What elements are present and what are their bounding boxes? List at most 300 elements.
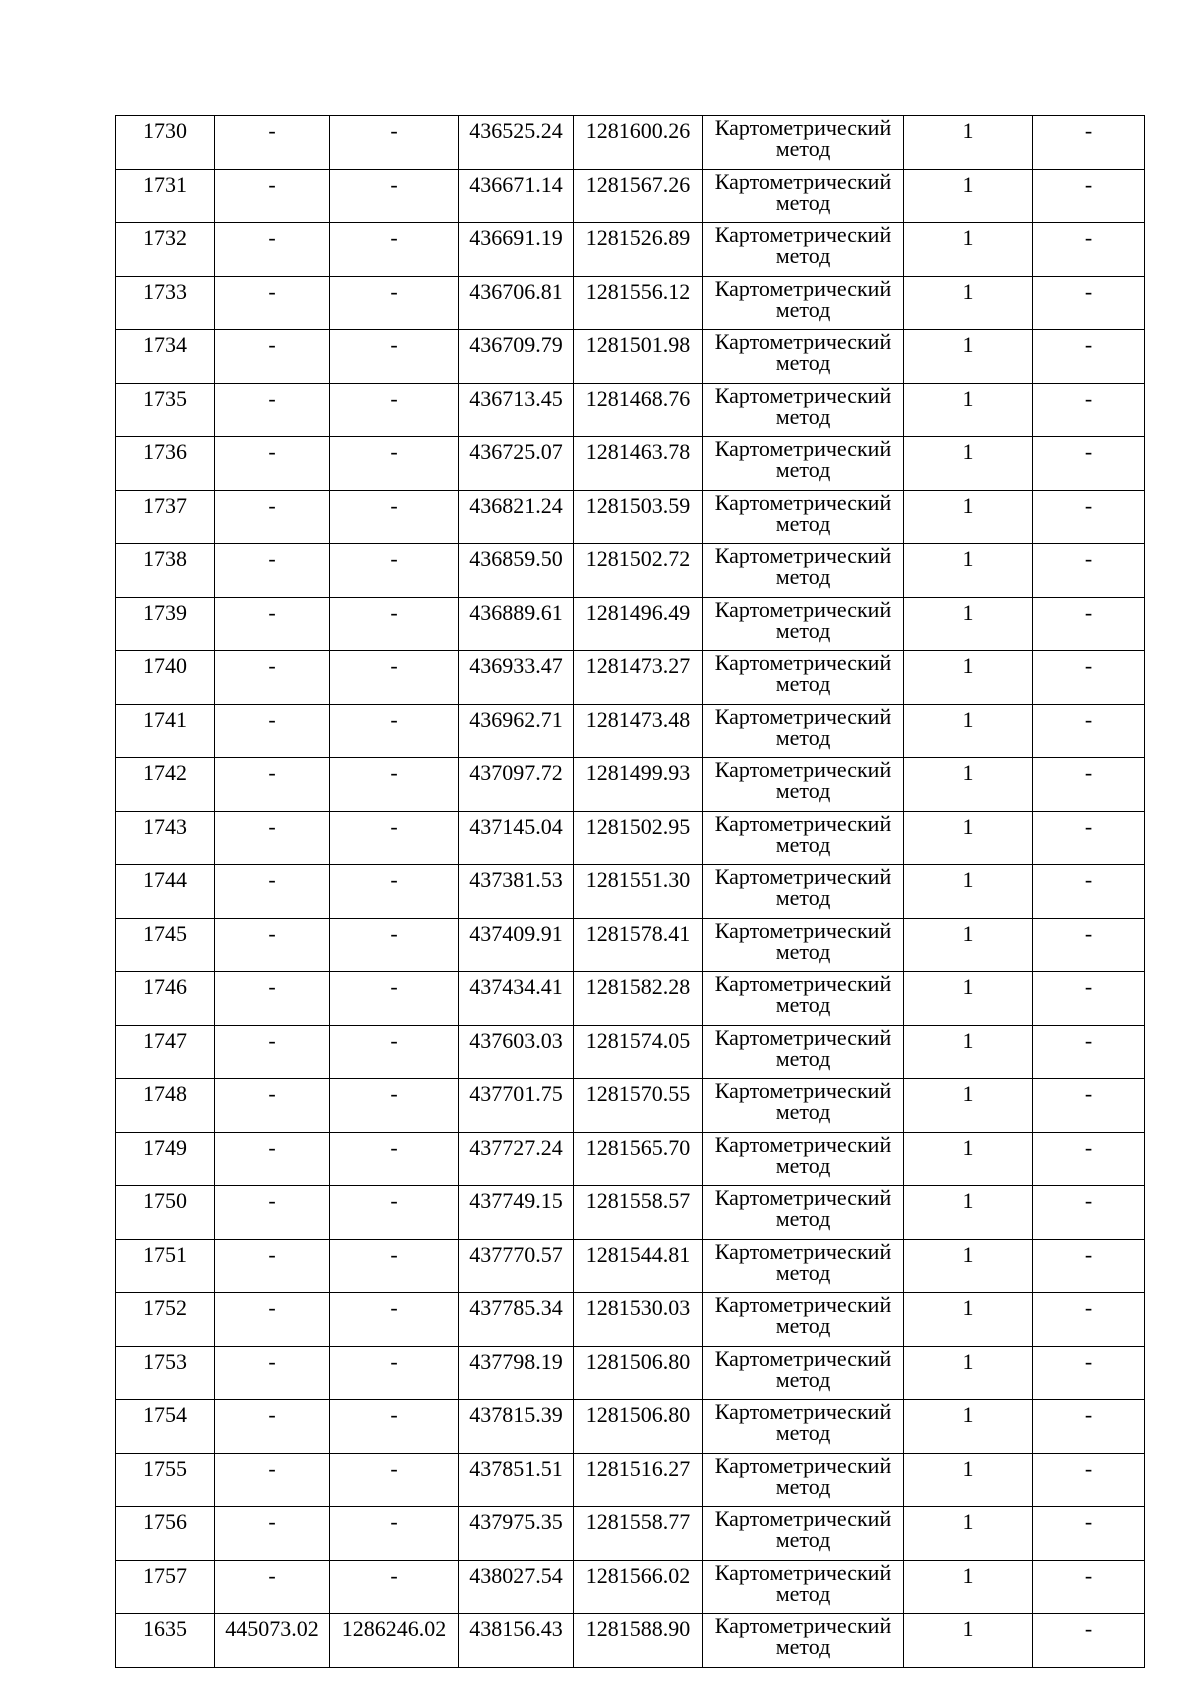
cell-old-x: 445073.02 bbox=[215, 1614, 330, 1668]
cell-old-x: - bbox=[215, 544, 330, 598]
cell-accuracy: 1 bbox=[904, 865, 1033, 919]
table-row bbox=[116, 1132, 1145, 1186]
cell-accuracy: 1 bbox=[904, 597, 1033, 651]
cell-method bbox=[703, 651, 904, 705]
cell-new-y: 1281473.48 bbox=[574, 704, 703, 758]
cell-note: - bbox=[1033, 544, 1145, 598]
cell-method bbox=[703, 437, 904, 491]
cell-accuracy: 1 bbox=[904, 704, 1033, 758]
method-line-1: Картометрический bbox=[714, 490, 892, 515]
table-row bbox=[116, 1614, 1145, 1668]
cell-old-y: - bbox=[330, 169, 459, 223]
cell-point-number: 1739 bbox=[116, 597, 215, 651]
method-line-1: Картометрический bbox=[714, 1025, 892, 1050]
cell-old-x: - bbox=[215, 1453, 330, 1507]
cell-accuracy: 1 bbox=[904, 918, 1033, 972]
cell-point-number: 1737 bbox=[116, 490, 215, 544]
cell-accuracy: 1 bbox=[904, 1400, 1033, 1454]
cell-new-x: 436525.24 bbox=[459, 116, 574, 170]
cell-old-x: - bbox=[215, 1293, 330, 1347]
cell-old-y: - bbox=[330, 1507, 459, 1561]
cell-method bbox=[703, 223, 904, 277]
cell-accuracy: 1 bbox=[904, 276, 1033, 330]
table-row bbox=[116, 597, 1145, 651]
method-line-1: Картометрический bbox=[714, 169, 892, 194]
method-line-1: Картометрический bbox=[714, 1132, 892, 1157]
cell-old-y: - bbox=[330, 1293, 459, 1347]
cell-new-y: 1281502.72 bbox=[574, 544, 703, 598]
method-line-2: метод bbox=[775, 617, 831, 643]
method-line-1: Картометрический bbox=[714, 704, 892, 729]
method-line-1: Картометрический bbox=[714, 115, 892, 140]
cell-old-y: 1286246.02 bbox=[330, 1614, 459, 1668]
method-line-2: метод bbox=[775, 1259, 831, 1285]
cell-old-x: - bbox=[215, 437, 330, 491]
method-line-2: метод bbox=[775, 243, 831, 268]
cell-method bbox=[703, 490, 904, 544]
cell-note: - bbox=[1033, 918, 1145, 972]
cell-old-y: - bbox=[330, 1239, 459, 1293]
method-line-2: метод bbox=[775, 1045, 831, 1071]
cell-old-y: - bbox=[330, 1132, 459, 1186]
table-row bbox=[116, 1453, 1145, 1507]
cell-accuracy: 1 bbox=[904, 651, 1033, 705]
cell-old-y: - bbox=[330, 437, 459, 491]
cell-new-x: 437975.35 bbox=[459, 1507, 574, 1561]
cell-new-x: 436706.81 bbox=[459, 276, 574, 330]
cell-point-number: 1743 bbox=[116, 811, 215, 865]
cell-note: - bbox=[1033, 383, 1145, 437]
cell-old-x: - bbox=[215, 758, 330, 812]
cell-new-y: 1281530.03 bbox=[574, 1293, 703, 1347]
method-line-1: Картометрический bbox=[714, 1239, 892, 1264]
cell-point-number: 1740 bbox=[116, 651, 215, 705]
cell-method bbox=[703, 1239, 904, 1293]
cell-point-number: 1753 bbox=[116, 1346, 215, 1400]
cell-old-y: - bbox=[330, 597, 459, 651]
cell-accuracy: 1 bbox=[904, 1079, 1033, 1133]
cell-old-y: - bbox=[330, 1186, 459, 1240]
cell-old-x: - bbox=[215, 865, 330, 919]
cell-new-x: 436691.19 bbox=[459, 223, 574, 277]
cell-old-y: - bbox=[330, 490, 459, 544]
method-line-2: метод bbox=[775, 992, 831, 1017]
cell-accuracy: 1 bbox=[904, 1453, 1033, 1507]
cell-old-x: - bbox=[215, 918, 330, 972]
cell-method bbox=[703, 811, 904, 865]
cell-note: - bbox=[1033, 1453, 1145, 1507]
cell-new-y: 1281473.27 bbox=[574, 651, 703, 705]
table-row bbox=[116, 223, 1145, 277]
cell-new-x: 436859.50 bbox=[459, 544, 574, 598]
cell-new-y: 1281506.80 bbox=[574, 1346, 703, 1400]
cell-note: - bbox=[1033, 1614, 1145, 1668]
table-row bbox=[116, 1560, 1145, 1614]
cell-old-x: - bbox=[215, 330, 330, 384]
method-line-1: Картометрический bbox=[714, 918, 892, 943]
table-row bbox=[116, 972, 1145, 1026]
cell-new-y: 1281565.70 bbox=[574, 1132, 703, 1186]
cell-accuracy: 1 bbox=[904, 1132, 1033, 1186]
cell-note: - bbox=[1033, 865, 1145, 919]
method-line-2: метод bbox=[775, 1313, 831, 1338]
cell-point-number: 1744 bbox=[116, 865, 215, 919]
cell-old-x: - bbox=[215, 383, 330, 437]
cell-new-y: 1281574.05 bbox=[574, 1025, 703, 1079]
cell-old-y: - bbox=[330, 651, 459, 705]
cell-point-number: 1735 bbox=[116, 383, 215, 437]
cell-method bbox=[703, 865, 904, 919]
cell-note: - bbox=[1033, 276, 1145, 330]
cell-note: - bbox=[1033, 704, 1145, 758]
cell-old-y: - bbox=[330, 544, 459, 598]
table-row bbox=[116, 1239, 1145, 1293]
cell-point-number: 1742 bbox=[116, 758, 215, 812]
cell-new-y: 1281516.27 bbox=[574, 1453, 703, 1507]
cell-new-y: 1281570.55 bbox=[574, 1079, 703, 1133]
cell-old-y: - bbox=[330, 330, 459, 384]
table-row bbox=[116, 383, 1145, 437]
cell-new-x: 437815.39 bbox=[459, 1400, 574, 1454]
cell-new-x: 437145.04 bbox=[459, 811, 574, 865]
method-line-2: метод bbox=[775, 831, 831, 857]
cell-old-y: - bbox=[330, 223, 459, 277]
cell-point-number: 1748 bbox=[116, 1079, 215, 1133]
cell-point-number: 1757 bbox=[116, 1560, 215, 1614]
cell-method bbox=[703, 704, 904, 758]
cell-old-x: - bbox=[215, 1400, 330, 1454]
cell-old-y: - bbox=[330, 1453, 459, 1507]
method-line-2: метод bbox=[775, 296, 831, 322]
method-line-1: Картометрический bbox=[714, 864, 892, 889]
cell-point-number: 1741 bbox=[116, 704, 215, 758]
method-line-1: Картометрический bbox=[714, 436, 892, 461]
method-line-2: метод bbox=[775, 350, 831, 375]
method-line-2: метод bbox=[775, 1152, 831, 1178]
cell-note: - bbox=[1033, 811, 1145, 865]
method-line-1: Картометрический bbox=[714, 1453, 892, 1478]
method-line-1: Картометрический bbox=[714, 971, 892, 996]
table-row bbox=[116, 1186, 1145, 1240]
cell-old-y: - bbox=[330, 276, 459, 330]
cell-old-y: - bbox=[330, 918, 459, 972]
cell-method bbox=[703, 1507, 904, 1561]
cell-note: - bbox=[1033, 1400, 1145, 1454]
method-line-1: Картометрический bbox=[714, 329, 892, 354]
cell-new-y: 1281463.78 bbox=[574, 437, 703, 491]
table-row bbox=[116, 1507, 1145, 1561]
cell-note: - bbox=[1033, 437, 1145, 491]
method-line-2: метод bbox=[775, 1473, 831, 1499]
cell-new-y: 1281526.89 bbox=[574, 223, 703, 277]
cell-accuracy: 1 bbox=[904, 1239, 1033, 1293]
cell-new-x: 436713.45 bbox=[459, 383, 574, 437]
cell-accuracy: 1 bbox=[904, 116, 1033, 170]
cell-old-y: - bbox=[330, 1025, 459, 1079]
method-line-1: Картометрический bbox=[714, 1506, 892, 1531]
method-line-1: Картометрический bbox=[714, 757, 892, 782]
cell-new-y: 1281551.30 bbox=[574, 865, 703, 919]
table-row bbox=[116, 1079, 1145, 1133]
cell-note: - bbox=[1033, 1346, 1145, 1400]
cell-point-number: 1731 bbox=[116, 169, 215, 223]
cell-old-y: - bbox=[330, 865, 459, 919]
cell-note: - bbox=[1033, 651, 1145, 705]
cell-accuracy: 1 bbox=[904, 1186, 1033, 1240]
cell-new-y: 1281496.49 bbox=[574, 597, 703, 651]
cell-method bbox=[703, 169, 904, 223]
table-row bbox=[116, 1346, 1145, 1400]
cell-note: - bbox=[1033, 972, 1145, 1026]
cell-new-y: 1281558.57 bbox=[574, 1186, 703, 1240]
cell-old-x: - bbox=[215, 223, 330, 277]
cell-point-number: 1730 bbox=[116, 116, 215, 170]
cell-method bbox=[703, 1453, 904, 1507]
cell-note: - bbox=[1033, 1186, 1145, 1240]
method-line-1: Картометрический bbox=[714, 1292, 892, 1317]
cell-note: - bbox=[1033, 1025, 1145, 1079]
cell-new-x: 437381.53 bbox=[459, 865, 574, 919]
cell-accuracy: 1 bbox=[904, 330, 1033, 384]
method-line-2: метод bbox=[775, 671, 831, 696]
coordinates-table bbox=[115, 115, 1145, 1668]
cell-new-x: 436933.47 bbox=[459, 651, 574, 705]
table-row bbox=[116, 865, 1145, 919]
table-row bbox=[116, 276, 1145, 330]
cell-new-x: 437749.15 bbox=[459, 1186, 574, 1240]
cell-accuracy: 1 bbox=[904, 758, 1033, 812]
cell-new-y: 1281600.26 bbox=[574, 116, 703, 170]
cell-old-x: - bbox=[215, 1025, 330, 1079]
cell-method bbox=[703, 1560, 904, 1614]
table-row bbox=[116, 490, 1145, 544]
method-line-2: метод bbox=[775, 778, 831, 803]
method-line-2: метод bbox=[775, 885, 831, 910]
cell-note: - bbox=[1033, 597, 1145, 651]
cell-method bbox=[703, 276, 904, 330]
cell-point-number: 1733 bbox=[116, 276, 215, 330]
cell-method bbox=[703, 1346, 904, 1400]
method-line-2: метод bbox=[775, 457, 831, 482]
cell-point-number: 1746 bbox=[116, 972, 215, 1026]
method-line-2: метод bbox=[775, 136, 831, 161]
cell-new-x: 436709.79 bbox=[459, 330, 574, 384]
cell-new-y: 1281468.76 bbox=[574, 383, 703, 437]
method-line-2: метод bbox=[775, 1099, 831, 1124]
cell-accuracy: 1 bbox=[904, 383, 1033, 437]
method-line-1: Картометрический bbox=[714, 1613, 892, 1638]
cell-old-y: - bbox=[330, 116, 459, 170]
cell-new-y: 1281578.41 bbox=[574, 918, 703, 972]
cell-note: - bbox=[1033, 116, 1145, 170]
method-line-1: Картометрический bbox=[714, 1078, 892, 1103]
cell-new-x: 437727.24 bbox=[459, 1132, 574, 1186]
method-line-2: метод bbox=[775, 724, 831, 750]
cell-new-x: 437097.72 bbox=[459, 758, 574, 812]
cell-method bbox=[703, 1400, 904, 1454]
cell-method bbox=[703, 1614, 904, 1668]
cell-accuracy: 1 bbox=[904, 1293, 1033, 1347]
cell-note: - bbox=[1033, 1293, 1145, 1347]
cell-note: - bbox=[1033, 1239, 1145, 1293]
cell-new-y: 1281567.26 bbox=[574, 169, 703, 223]
cell-method bbox=[703, 758, 904, 812]
cell-new-x: 437603.03 bbox=[459, 1025, 574, 1079]
cell-old-x: - bbox=[215, 1346, 330, 1400]
table-row bbox=[116, 544, 1145, 598]
cell-accuracy: 1 bbox=[904, 223, 1033, 277]
cell-new-x: 437770.57 bbox=[459, 1239, 574, 1293]
cell-accuracy: 1 bbox=[904, 811, 1033, 865]
cell-new-x: 438027.54 bbox=[459, 1560, 574, 1614]
cell-note: - bbox=[1033, 1560, 1145, 1614]
method-line-1: Картометрический bbox=[714, 543, 892, 568]
method-line-2: метод bbox=[775, 564, 831, 589]
method-line-2: метод bbox=[775, 1527, 831, 1552]
cell-note: - bbox=[1033, 758, 1145, 812]
cell-point-number: 1755 bbox=[116, 1453, 215, 1507]
cell-new-y: 1281556.12 bbox=[574, 276, 703, 330]
method-line-1: Картометрический bbox=[714, 1346, 892, 1371]
table-row bbox=[116, 116, 1145, 170]
cell-note: - bbox=[1033, 1132, 1145, 1186]
cell-accuracy: 1 bbox=[904, 490, 1033, 544]
cell-old-y: - bbox=[330, 1346, 459, 1400]
cell-note: - bbox=[1033, 490, 1145, 544]
method-line-1: Картометрический bbox=[714, 276, 892, 301]
method-line-1: Картометрический bbox=[714, 1399, 892, 1424]
cell-old-x: - bbox=[215, 704, 330, 758]
cell-old-x: - bbox=[215, 276, 330, 330]
table-row bbox=[116, 1293, 1145, 1347]
cell-accuracy: 1 bbox=[904, 169, 1033, 223]
cell-point-number: 1747 bbox=[116, 1025, 215, 1079]
method-line-1: Картометрический bbox=[714, 1185, 892, 1210]
cell-note: - bbox=[1033, 169, 1145, 223]
cell-old-y: - bbox=[330, 383, 459, 437]
cell-point-number: 1750 bbox=[116, 1186, 215, 1240]
table-row bbox=[116, 169, 1145, 223]
cell-new-x: 438156.43 bbox=[459, 1614, 574, 1668]
cell-point-number: 1756 bbox=[116, 1507, 215, 1561]
cell-new-x: 437409.91 bbox=[459, 918, 574, 972]
cell-accuracy: 1 bbox=[904, 1346, 1033, 1400]
cell-new-x: 436821.24 bbox=[459, 490, 574, 544]
cell-old-y: - bbox=[330, 704, 459, 758]
cell-new-y: 1281588.90 bbox=[574, 1614, 703, 1668]
cell-method bbox=[703, 330, 904, 384]
cell-note: - bbox=[1033, 1507, 1145, 1561]
cell-new-x: 437701.75 bbox=[459, 1079, 574, 1133]
table-row bbox=[116, 437, 1145, 491]
cell-point-number: 1738 bbox=[116, 544, 215, 598]
method-line-1: Картометрический bbox=[714, 650, 892, 675]
cell-point-number: 1751 bbox=[116, 1239, 215, 1293]
cell-point-number: 1745 bbox=[116, 918, 215, 972]
method-line-2: метод bbox=[775, 1206, 831, 1231]
cell-point-number: 1754 bbox=[116, 1400, 215, 1454]
table-row bbox=[116, 918, 1145, 972]
table-row bbox=[116, 704, 1145, 758]
cell-old-x: - bbox=[215, 116, 330, 170]
cell-accuracy: 1 bbox=[904, 1560, 1033, 1614]
cell-point-number: 1734 bbox=[116, 330, 215, 384]
method-line-2: метод bbox=[775, 1420, 831, 1445]
method-line-1: Картометрический bbox=[714, 222, 892, 247]
cell-new-y: 1281544.81 bbox=[574, 1239, 703, 1293]
cell-old-y: - bbox=[330, 811, 459, 865]
method-line-2: метод bbox=[775, 189, 831, 215]
cell-old-x: - bbox=[215, 811, 330, 865]
cell-old-y: - bbox=[330, 972, 459, 1026]
cell-new-x: 436889.61 bbox=[459, 597, 574, 651]
cell-new-x: 436725.07 bbox=[459, 437, 574, 491]
cell-method bbox=[703, 918, 904, 972]
cell-old-x: - bbox=[215, 169, 330, 223]
cell-method bbox=[703, 1186, 904, 1240]
cell-new-y: 1281506.80 bbox=[574, 1400, 703, 1454]
method-line-2: метод bbox=[775, 1366, 831, 1392]
cell-accuracy: 1 bbox=[904, 972, 1033, 1026]
cell-old-x: - bbox=[215, 1507, 330, 1561]
table-row bbox=[116, 330, 1145, 384]
cell-accuracy: 1 bbox=[904, 437, 1033, 491]
cell-point-number: 1732 bbox=[116, 223, 215, 277]
cell-new-x: 437434.41 bbox=[459, 972, 574, 1026]
cell-old-y: - bbox=[330, 758, 459, 812]
cell-accuracy: 1 bbox=[904, 544, 1033, 598]
cell-new-x: 437798.19 bbox=[459, 1346, 574, 1400]
cell-new-y: 1281566.02 bbox=[574, 1560, 703, 1614]
cell-method bbox=[703, 383, 904, 437]
method-line-1: Картометрический bbox=[714, 811, 892, 836]
cell-old-x: - bbox=[215, 1239, 330, 1293]
cell-old-x: - bbox=[215, 1132, 330, 1186]
cell-new-y: 1281558.77 bbox=[574, 1507, 703, 1561]
cell-new-x: 437851.51 bbox=[459, 1453, 574, 1507]
cell-new-y: 1281502.95 bbox=[574, 811, 703, 865]
method-line-1: Картометрический bbox=[714, 597, 892, 622]
table-row bbox=[116, 758, 1145, 812]
cell-accuracy: 1 bbox=[904, 1025, 1033, 1079]
cell-old-x: - bbox=[215, 597, 330, 651]
cell-method bbox=[703, 1132, 904, 1186]
method-line-2: метод bbox=[775, 938, 831, 964]
table-row bbox=[116, 1400, 1145, 1454]
cell-method bbox=[703, 116, 904, 170]
cell-accuracy: 1 bbox=[904, 1507, 1033, 1561]
cell-new-x: 436962.71 bbox=[459, 704, 574, 758]
method-line-2: метод bbox=[775, 1634, 831, 1659]
cell-old-y: - bbox=[330, 1560, 459, 1614]
cell-old-x: - bbox=[215, 972, 330, 1026]
cell-old-x: - bbox=[215, 651, 330, 705]
table-row bbox=[116, 651, 1145, 705]
cell-method bbox=[703, 1293, 904, 1347]
cell-new-y: 1281503.59 bbox=[574, 490, 703, 544]
cell-new-y: 1281501.98 bbox=[574, 330, 703, 384]
method-line-1: Картометрический bbox=[714, 1560, 892, 1585]
cell-method bbox=[703, 1079, 904, 1133]
cell-old-x: - bbox=[215, 1560, 330, 1614]
table-row bbox=[116, 811, 1145, 865]
cell-method bbox=[703, 544, 904, 598]
cell-method bbox=[703, 1025, 904, 1079]
cell-new-y: 1281499.93 bbox=[574, 758, 703, 812]
cell-note: - bbox=[1033, 1079, 1145, 1133]
method-line-2: метод bbox=[775, 1580, 831, 1606]
method-line-1: Картометрический bbox=[714, 383, 892, 408]
